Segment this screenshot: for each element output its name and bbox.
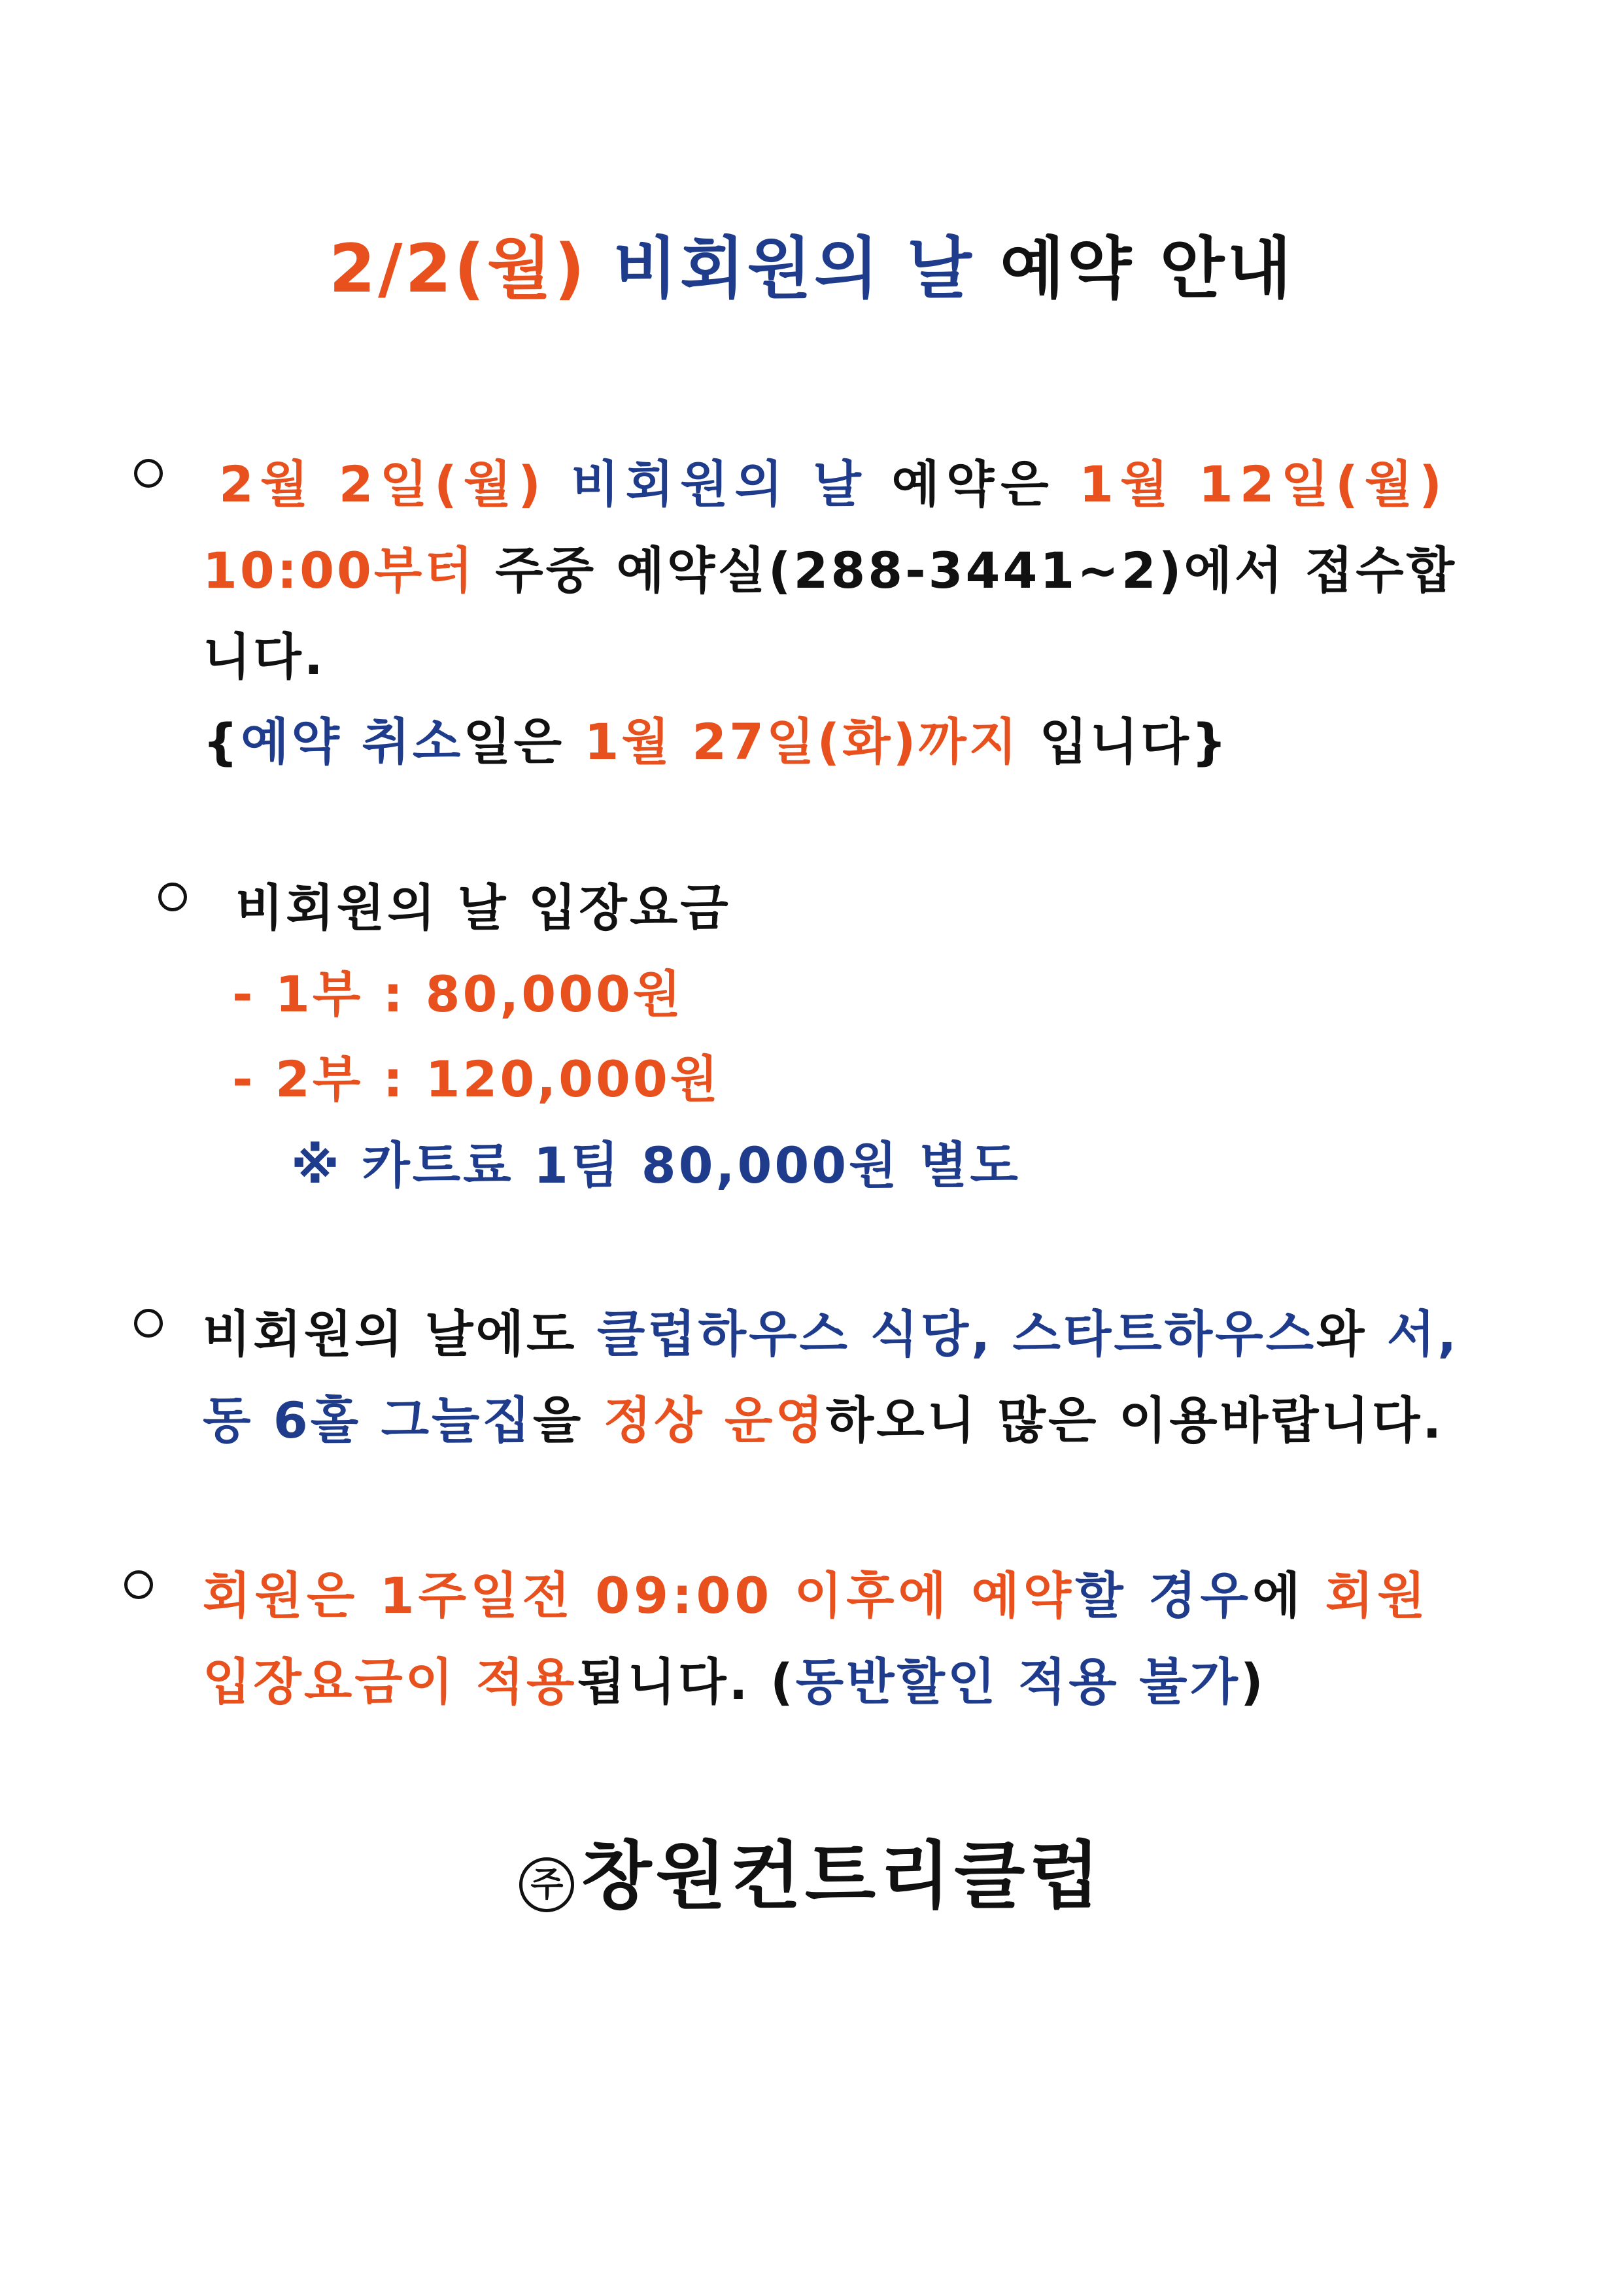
cart-fee-note: ※ 카트료 1팀 80,000원 별도 xyxy=(291,1136,1021,1194)
facility-intro: 비회원의 날에도 xyxy=(203,1305,597,1363)
normal-operation: 정상 운영 xyxy=(603,1391,826,1449)
particle: 을 xyxy=(532,1391,604,1449)
member-fee-applied: 입장요금이 적용 xyxy=(203,1653,577,1711)
cancellation-day-label: 일은 xyxy=(463,713,585,771)
brace-open: { xyxy=(203,713,241,771)
open-time: 10:00부터 xyxy=(203,541,496,599)
corporation-seal-icon: 주 xyxy=(519,1857,574,1912)
member-condition: 할 경우 xyxy=(1075,1566,1252,1625)
cancellation-date: 1월 27일(화)까지 xyxy=(584,713,1040,771)
bullet-circle-icon xyxy=(124,1570,153,1599)
particle: 에 xyxy=(1252,1566,1325,1625)
title-event: 비회원의 날 xyxy=(613,230,974,308)
bullet-circle-icon xyxy=(134,459,163,488)
facility-closing: 하오니 많은 이용바랍니다. xyxy=(825,1391,1444,1449)
club-signature xyxy=(0,1817,1623,1923)
facility-names: 클럽하우스 식당, 스타트하우스 xyxy=(596,1305,1317,1363)
facility-line-1 xyxy=(203,1294,1459,1366)
club-name: 창원컨트리클럽 xyxy=(581,1834,1104,1919)
facility-conj: 와 xyxy=(1316,1305,1387,1363)
reservation-office-text: 주중 예약실(288-3441~2)에서 접수합 xyxy=(495,541,1458,599)
reservation-line-3 xyxy=(203,617,326,688)
fee-heading xyxy=(235,868,731,939)
member-line-1 xyxy=(203,1556,1429,1627)
cancellation-label: 예약 취소 xyxy=(241,713,464,771)
companion-discount-note: 동반할인 적용 불가 xyxy=(795,1653,1240,1711)
cancellation-end: 입니다} xyxy=(1039,713,1229,771)
paren-close: ) xyxy=(1240,1653,1266,1711)
paren-open: ( xyxy=(770,1653,796,1711)
reservation-date: 2월 2일(월) xyxy=(219,455,572,513)
rest-area-name: 동 6홀 그늘집 xyxy=(203,1391,533,1449)
member-closing: 됩니다. xyxy=(577,1653,770,1711)
fee-part-1: - 1부 : 80,000원 xyxy=(232,965,684,1023)
reservation-line-2 xyxy=(203,531,1457,602)
title-date: 2/2(월) xyxy=(329,230,588,308)
member-rule: 회원은 1주일전 09:00 이후에 예약 xyxy=(203,1566,1076,1625)
bullet-circle-icon xyxy=(158,883,187,911)
facility-direction: 서, xyxy=(1386,1305,1460,1363)
title-rest: 예약 안내 xyxy=(1000,230,1294,308)
reservation-line-end: 니다. xyxy=(203,628,326,686)
facility-line-2 xyxy=(203,1381,1444,1452)
bullet-circle-icon xyxy=(134,1309,163,1338)
event-name: 비회원의 날 xyxy=(571,455,892,513)
open-date: 1월 12일(월) xyxy=(1079,455,1448,513)
member-line-2 xyxy=(203,1642,1266,1714)
cancellation-line xyxy=(203,702,1229,773)
reservation-label: 예약은 xyxy=(891,455,1080,513)
fee-heading-text: 비회원의 날 입장요금 xyxy=(235,879,731,937)
page-title xyxy=(0,216,1623,311)
reservation-line-1 xyxy=(219,445,1448,516)
fee-part-2: - 2부 : 120,000원 xyxy=(232,1050,721,1108)
member-label: 회원 xyxy=(1325,1566,1429,1625)
